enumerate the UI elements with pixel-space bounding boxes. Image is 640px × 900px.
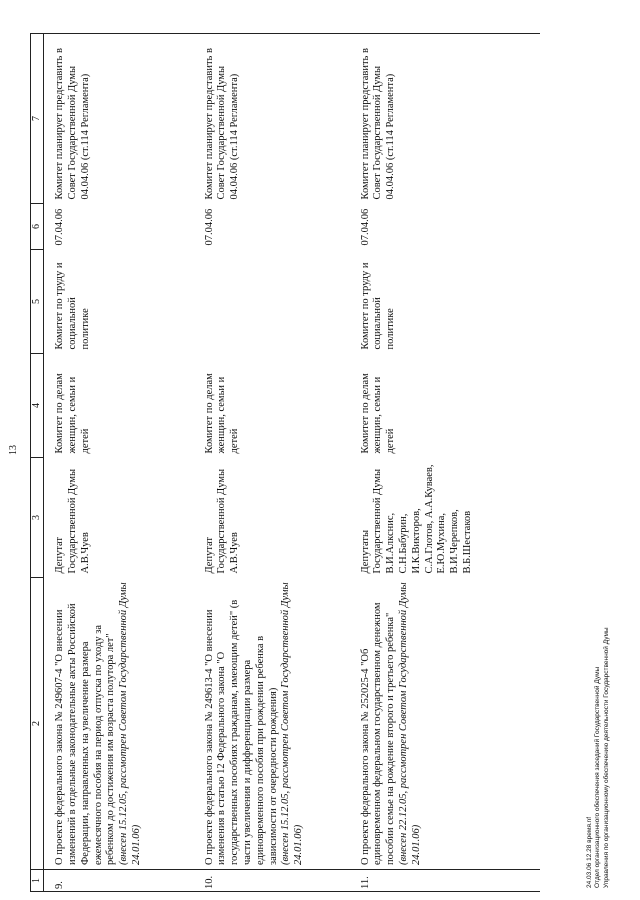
table-row	[44, 34, 194, 892]
co-committee-cell: Комитет по труду и социальной политике	[359, 262, 397, 350]
initiator-cell: Депутаты Государственной Думы В.И.Алкснис, С.Н.Бабурин, И.К.Викторов, С.А.Глотов, А.А.Куваев, Е.Ю.Мухина, В.И.Черепков, В.Б.Шестаков	[359, 464, 474, 574]
bill-note: (внесен 22.12.05, рассмотрен Советом Государственной Думы 24.01.06)	[398, 582, 422, 865]
date-cell: 07.04.06	[203, 208, 215, 246]
bill-note: (внесен 15.12.05, рассмотрен Советом Государственной Думы 24.01.06)	[118, 582, 142, 865]
co-committee-cell	[194, 250, 350, 354]
document-footer	[586, 627, 611, 888]
col-header-1: 1	[31, 870, 44, 892]
bill-cell	[44, 578, 194, 870]
table-row	[350, 34, 540, 892]
bill-note: (внесен 15.12.05, рассмотрен Советом Государственной Думы 24.01.06)	[280, 582, 305, 865]
bill-cell	[194, 578, 350, 870]
col-header-4: 4	[31, 354, 44, 458]
bill-title: О проекте федерального закона № 249607-4 "О внесении изменений в отдельные законодательные акты Российской Федерации, направленных на увеличение размера ежемесячного пособия на период отпуска по уходу за ребенком до достижения им возраста полутора лет"	[54, 603, 117, 865]
bills-table	[30, 33, 540, 892]
committee-cell: Комитет по делам женщин, семьи и детей	[203, 373, 241, 454]
bill-cell	[350, 578, 540, 870]
row-number: 9.	[44, 870, 194, 892]
footer-file-line: 24.03.06 12.28 время.nf	[586, 816, 593, 888]
col-header-7: 7	[31, 34, 44, 204]
initiator-cell: Депутат Государственной Думы А.В.Чуев	[203, 468, 241, 574]
bill-title: О проекте федерального закона № 252025-4 "Об единовременном федеральном государственном денежном пособии семье на рождение второго и третьего ребенка"	[359, 602, 397, 865]
co-committee-cell: Комитет по труду и социальной политике	[54, 262, 91, 350]
date-cell: 07.04.06	[54, 208, 66, 246]
plan-cell: Комитет планирует представить в Совет Государственной Думы 04.04.06 (ст.114 Регламента)	[194, 34, 350, 204]
footer-directorate-line: Управления по организационному обеспечению деятельности Государственной Думы	[602, 627, 610, 888]
row-number: 11.	[350, 870, 540, 892]
bill-title: О проекте федерального закона № 249613-4 "О внесении изменения в статью 12 Федерального закона "О государственных пособиях гражданам, имеющим детей" (в части увеличения и дифференциации размера единовременного пособия при рождении ребенка в зависимости от очередности рождения)	[203, 599, 279, 865]
date-cell: 07.04.06	[359, 208, 371, 246]
col-header-2: 2	[31, 578, 44, 870]
footer-department-line: Отдел организационного обеспечения заседаний Государственной Думы	[594, 666, 602, 888]
plan-cell: Комитет планирует представить в Совет Государственной Думы 04.04.06 (ст.114 Регламента)	[350, 34, 540, 204]
col-header-3: 3	[31, 458, 44, 578]
col-header-6: 6	[31, 204, 44, 250]
row-number: 10.	[194, 870, 350, 892]
committee-cell: Комитет по делам женщин, семьи и детей	[54, 373, 91, 454]
table-row	[194, 34, 350, 892]
col-header-5: 5	[31, 250, 44, 354]
header-row	[31, 34, 44, 892]
committee-cell: Комитет по делам женщин, семьи и детей	[359, 373, 397, 454]
initiator-cell: Депутат Государственной Думы А.В.Чуев	[54, 468, 91, 574]
page-number: 13	[8, 445, 19, 455]
plan-cell: Комитет планирует представить в Совет Государственной Думы 04.04.06 (ст.114 Регламента)	[44, 34, 194, 204]
